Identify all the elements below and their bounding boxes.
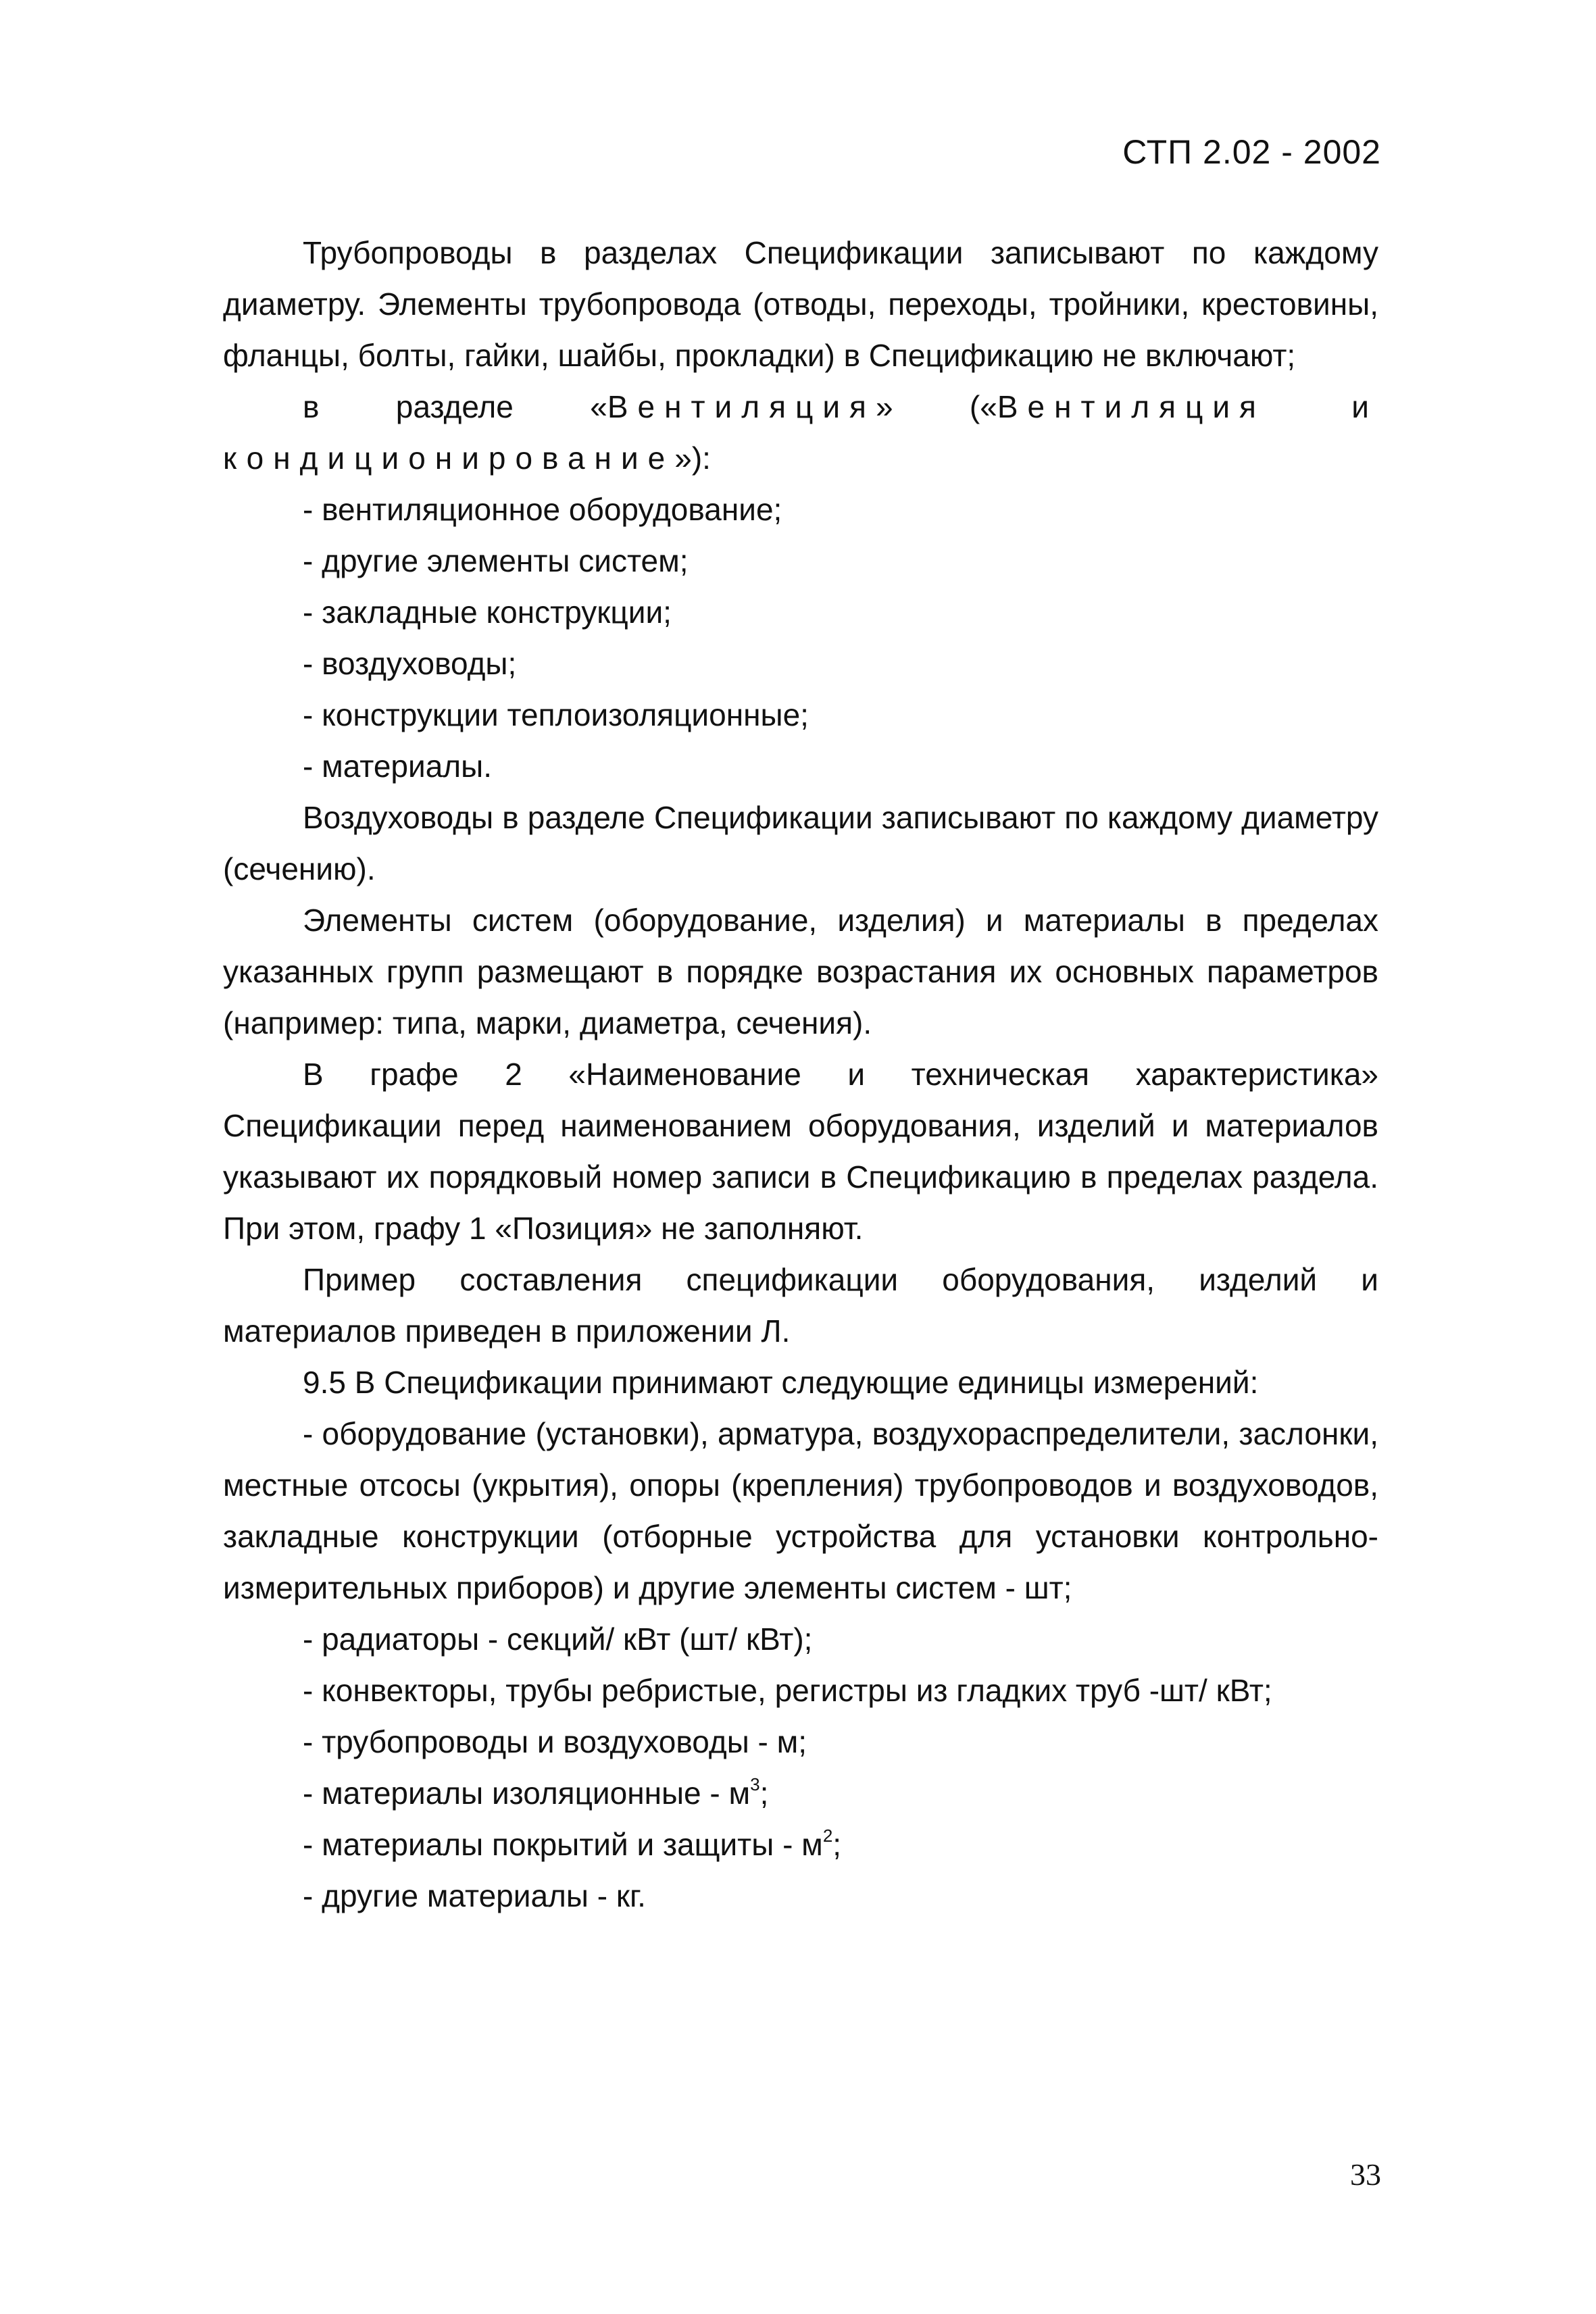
ventilation-mid: » (« [875, 389, 997, 424]
list-item: - другие материалы - кг. [303, 1878, 646, 1913]
list-item: - закладные конструкции; [303, 595, 672, 630]
paragraph-column-2: В графе 2 «Наименование и техническая характеристика» Спецификации перед наименованием оборудования, изделий и материалов указывают их порядковый номер записи в Спецификацию в пределах раздела. При этом, графу 1 «Позиция» не заполняют. [223, 1057, 1378, 1246]
coating-label: - материалы покрытий и защиты - м [303, 1827, 823, 1862]
paragraph-elements-order: Элементы систем (оборудование, изделия) и материалы в пределах указанных групп размещают в порядке возрастания их основных параметров (например: типа, марки, диаметра, сечения). [223, 903, 1378, 1040]
ventilation-suffix: »): [674, 441, 711, 476]
list-item-insulation [223, 1767, 1378, 1819]
paragraph-ventilation-section [223, 381, 1378, 484]
insulation-end: ; [759, 1776, 769, 1811]
ventilation-conditioning-term: Вентиляция и кондиционирование [223, 389, 1379, 476]
page-number: 33 [1350, 2157, 1381, 2192]
list-item: - другие элементы систем; [303, 543, 689, 578]
paragraph-example-reference: Пример составления спецификации оборудования, изделий и материалов приведен в приложении Л. [223, 1262, 1378, 1349]
coating-end: ; [832, 1827, 842, 1862]
paragraph-pipelines: Трубопроводы в разделах Спецификации записывают по каждому диаметру. Элементы трубопровода (отводы, переходы, тройники, крестовины, фланцы, болты, гайки, шайбы, прокладки) в Спецификацию не включают; [223, 235, 1378, 373]
list-item: - конструкции теплоизоляционные; [303, 697, 809, 732]
insulation-label: - материалы изоляционные - м [303, 1776, 751, 1811]
paragraph-equipment-units: - оборудование (установки), арматура, воздухораспределители, заслонки, местные отсосы (укрытия), опоры (крепления) трубопроводов и воздуховодов, закладные конструкции (отборные устройства для установки контрольно-измерительных приборов) и другие элементы систем - шт; [223, 1416, 1378, 1605]
list-item: - воздуховоды; [303, 646, 517, 681]
paragraph-units-heading: 9.5 В Спецификации принимают следующие единицы измерений: [303, 1365, 1259, 1400]
list-item: - конвекторы, трубы ребристые, регистры из гладких труб -шт/ кВт; [303, 1673, 1272, 1708]
list-item: - материалы. [303, 749, 492, 784]
document-body [223, 227, 1378, 1921]
coating-exponent: 2 [822, 1826, 833, 1846]
insulation-exponent: 3 [750, 1774, 760, 1794]
list-item: - радиаторы - секций/ кВт (шт/ кВт); [303, 1621, 813, 1657]
list-item: - вентиляционное оборудование; [303, 492, 782, 527]
ventilation-term: Вентиляция [607, 389, 876, 424]
list-item-coating [223, 1819, 1378, 1870]
document-code-header: СТП 2.02 - 2002 [1122, 133, 1381, 171]
list-item: - трубопроводы и воздуховоды - м; [303, 1724, 807, 1759]
ventilation-prefix: в разделе « [303, 389, 607, 424]
paragraph-air-ducts: Воздуховоды в разделе Спецификации записывают по каждому диаметру (сечению). [223, 800, 1378, 886]
